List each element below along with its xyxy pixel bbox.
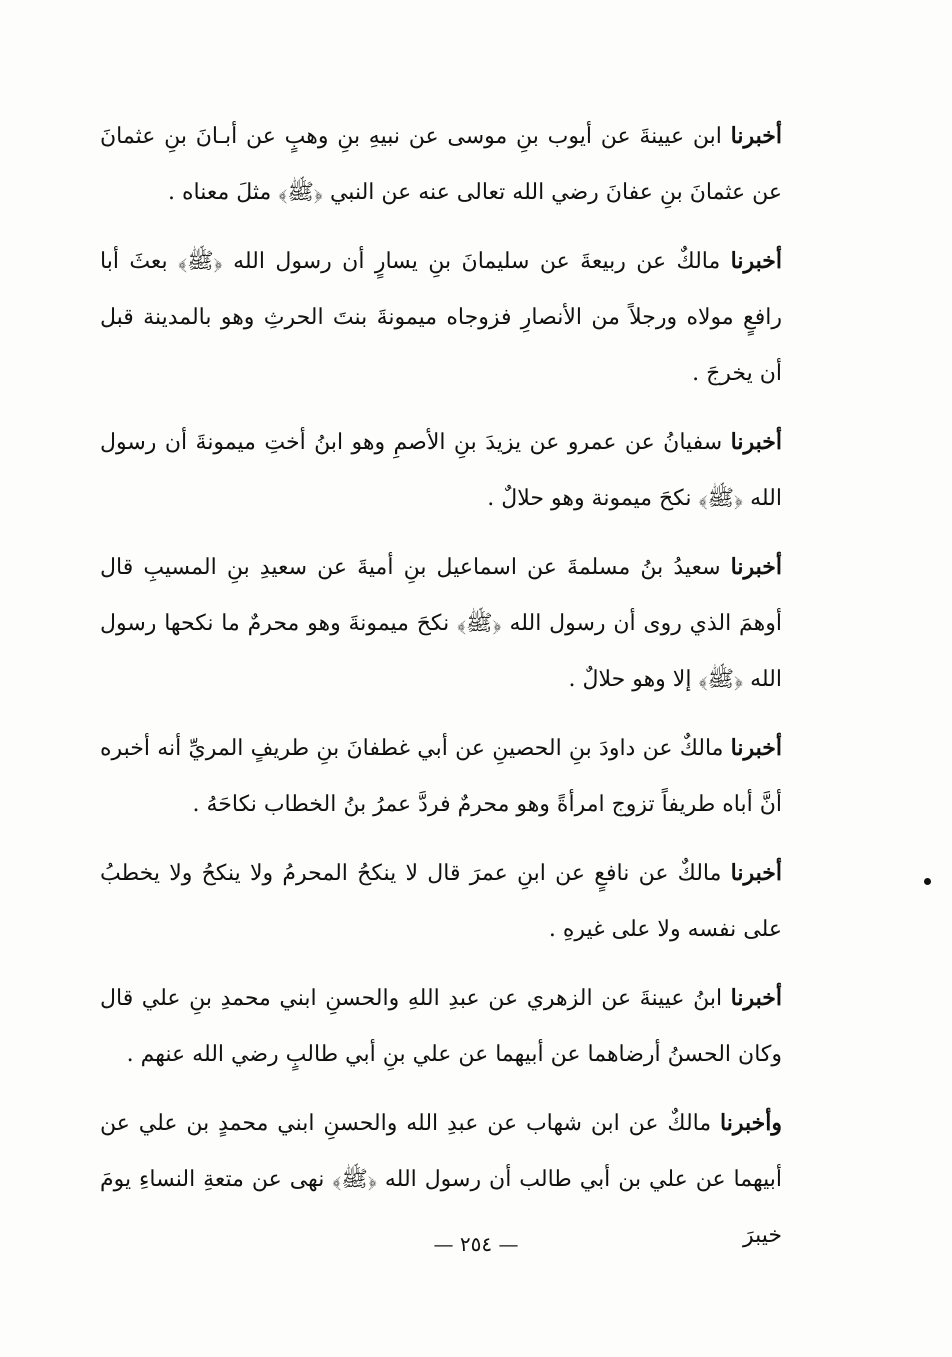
paragraph-lead-word: أخبرنا: [730, 860, 782, 886]
paragraph-text: مالكٌ عن ربيعةَ عن سليمانَ بنِ يسارٍ أن رسول الله ﴿ﷺ﴾ بعثَ أبا رافعٍ مولاه ورجلاً من الأنصارِ فزوجاه ميمونةَ بنتَ الحرثِ وهو بالمدينة قبل أن يخرجَ .: [100, 249, 782, 386]
paragraph-text: مالكٌ عن ابن شهاب عن عبدِ الله والحسنِ ابني محمدٍ بن علي عن أبيهما عن علي بن أبي طالب أن رسول الله ﴿ﷺ﴾ نهى عن متعةِ النساءِ يومَ خيبرَ: [100, 1111, 782, 1248]
hadith-paragraph-5: [100, 720, 782, 833]
hadith-paragraph-2: [100, 233, 782, 402]
hadith-paragraph-4: [100, 539, 782, 708]
hadith-paragraph-7: [100, 970, 782, 1083]
paragraph-lead-word: أخبرنا: [730, 123, 782, 149]
hadith-paragraph-1: [100, 108, 782, 221]
paragraph-lead-word: وأخبرنا: [720, 1110, 782, 1136]
paragraph-text: سعيدُ بنُ مسلمةَ عن اسماعيل بنِ أميةَ عن سعيدِ بنِ المسيبِ قال أوهمَ الذي روى أن رسول الله ﴿ﷺ﴾ نكحَ ميمونةَ وهو محرمٌ ما نكحها رسول الله ﴿ﷺ﴾ إلا وهو حلالٌ .: [100, 555, 782, 692]
paragraph-text: ابنُ عيينةَ عن الزهري عن عبدِ اللهِ والحسنِ ابني محمدِ بنِ علي قال وكان الحسنُ أرضاهما عن أبيهما عن علي بنِ أبي طالبٍ رضي الله عنهم .: [100, 986, 782, 1067]
paragraph-text: مالكٌ عن نافعٍ عن ابنِ عمرَ قال لا ينكحُ المحرمُ ولا ينكحُ ولا يخطبُ على نفسه ولا على غيرهِ .: [100, 861, 782, 942]
paragraph-text: ابن عيينةَ عن أيوب بنِ موسى عن نبيهِ بنِ وهبٍ عن أبـانَ بنِ عثمانَ عن عثمانَ بنِ عفانَ رضي الله تعالى عنه عن النبي ﴿ﷺ﴾ مثلَ معناه .: [100, 124, 782, 205]
paragraph-lead-word: أخبرنا: [730, 248, 782, 274]
paragraph-text: سفيانُ عن عمرو عن يزيدَ بنِ الأصمِ وهو ابنُ أختِ ميمونةَ أن رسول الله ﴿ﷺ﴾ نكحَ ميمونة وهو حلالٌ .: [100, 430, 782, 511]
margin-ink-dot: [924, 878, 931, 885]
hadith-paragraph-6: [100, 845, 782, 958]
page-body: [100, 108, 782, 1276]
paragraph-lead-word: أخبرنا: [730, 735, 782, 761]
page-number: — ٢٥٤ —: [433, 1232, 519, 1256]
paragraph-text: مالكٌ عن داودَ بنِ الحصينِ عن أبي غطفانَ بنِ طريفٍ المريِّ أنه أخبره أنَّ أباه طريفاً تزوج امرأةً وهو محرمٌ فردَّ عمرُ بنُ الخطاب نكاحَهُ .: [100, 736, 782, 817]
paragraph-lead-word: أخبرنا: [730, 554, 782, 580]
hadith-paragraph-3: [100, 414, 782, 527]
paragraph-lead-word: أخبرنا: [730, 985, 782, 1011]
paragraph-lead-word: أخبرنا: [730, 429, 782, 455]
